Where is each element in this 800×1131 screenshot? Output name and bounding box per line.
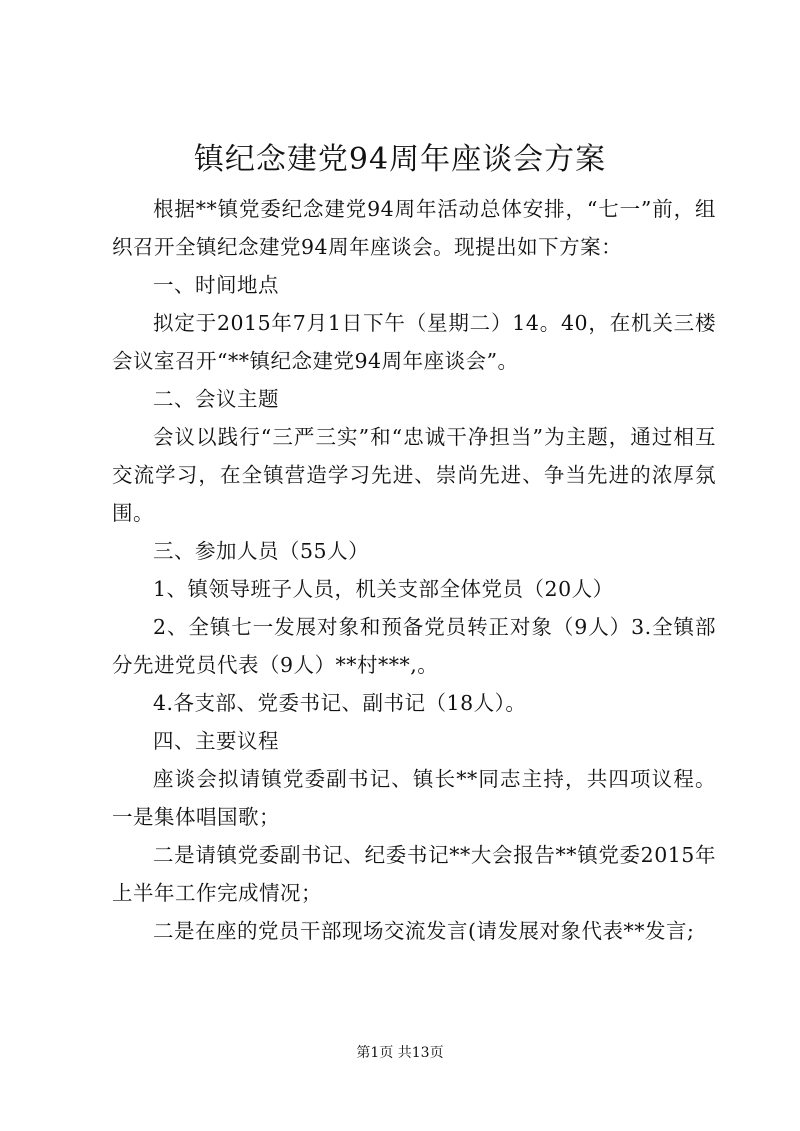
heading-agenda: 四、主要议程 bbox=[153, 729, 279, 753]
page-footer: 第1页 共13页 bbox=[356, 1045, 444, 1061]
paragraph-agenda-intro: 座谈会拟请镇党委副书记、镇长**同志主持，共四项议程。一是集体唱国歌； bbox=[112, 767, 716, 829]
paragraph-participants-1: 1、镇领导班子人员，机关支部全体党员（20人） bbox=[153, 577, 614, 601]
paragraph-agenda-2: 二是请镇党委副书记、纪委书记**大会报告**镇党委2015年上半年工作完成情况； bbox=[112, 843, 716, 905]
heading-participants: 三、参加人员（55人） bbox=[153, 539, 370, 563]
paragraph-agenda-3: 二是在座的党员干部现场交流发言(请发展对象代表**发言; bbox=[153, 919, 695, 943]
paragraph-meeting-theme: 会议以践行“三严三实”和“忠诚干净担当”为主题，通过相互交流学习，在全镇营造学习先进、崇尚先进、争当先进的浓厚氛围。 bbox=[112, 425, 716, 525]
paragraph-intro: 根据**镇党委纪念建党94周年活动总体安排，“七一”前，组织召开全镇纪念建党94周年座谈会。现提出如下方案： bbox=[112, 197, 716, 259]
heading-time-location: 一、时间地点 bbox=[153, 273, 279, 297]
paragraph-time-location: 拟定于2015年7月1日下午（星期二）14。40，在机关三楼会议室召开“**镇纪念建党94周年座谈会”。 bbox=[112, 311, 716, 373]
paragraph-participants-2: 2、全镇七一发展对象和预备党员转正对象（9人）3.全镇部分先进党员代表（9人）**村***,。 bbox=[112, 615, 716, 677]
document-body bbox=[112, 190, 716, 950]
document-title: 镇纪念建党94周年座谈会方案 bbox=[193, 142, 607, 177]
paragraph-participants-4: 4.各支部、党委书记、副书记（18人）。 bbox=[153, 691, 527, 715]
heading-meeting-theme: 二、会议主题 bbox=[153, 387, 279, 411]
